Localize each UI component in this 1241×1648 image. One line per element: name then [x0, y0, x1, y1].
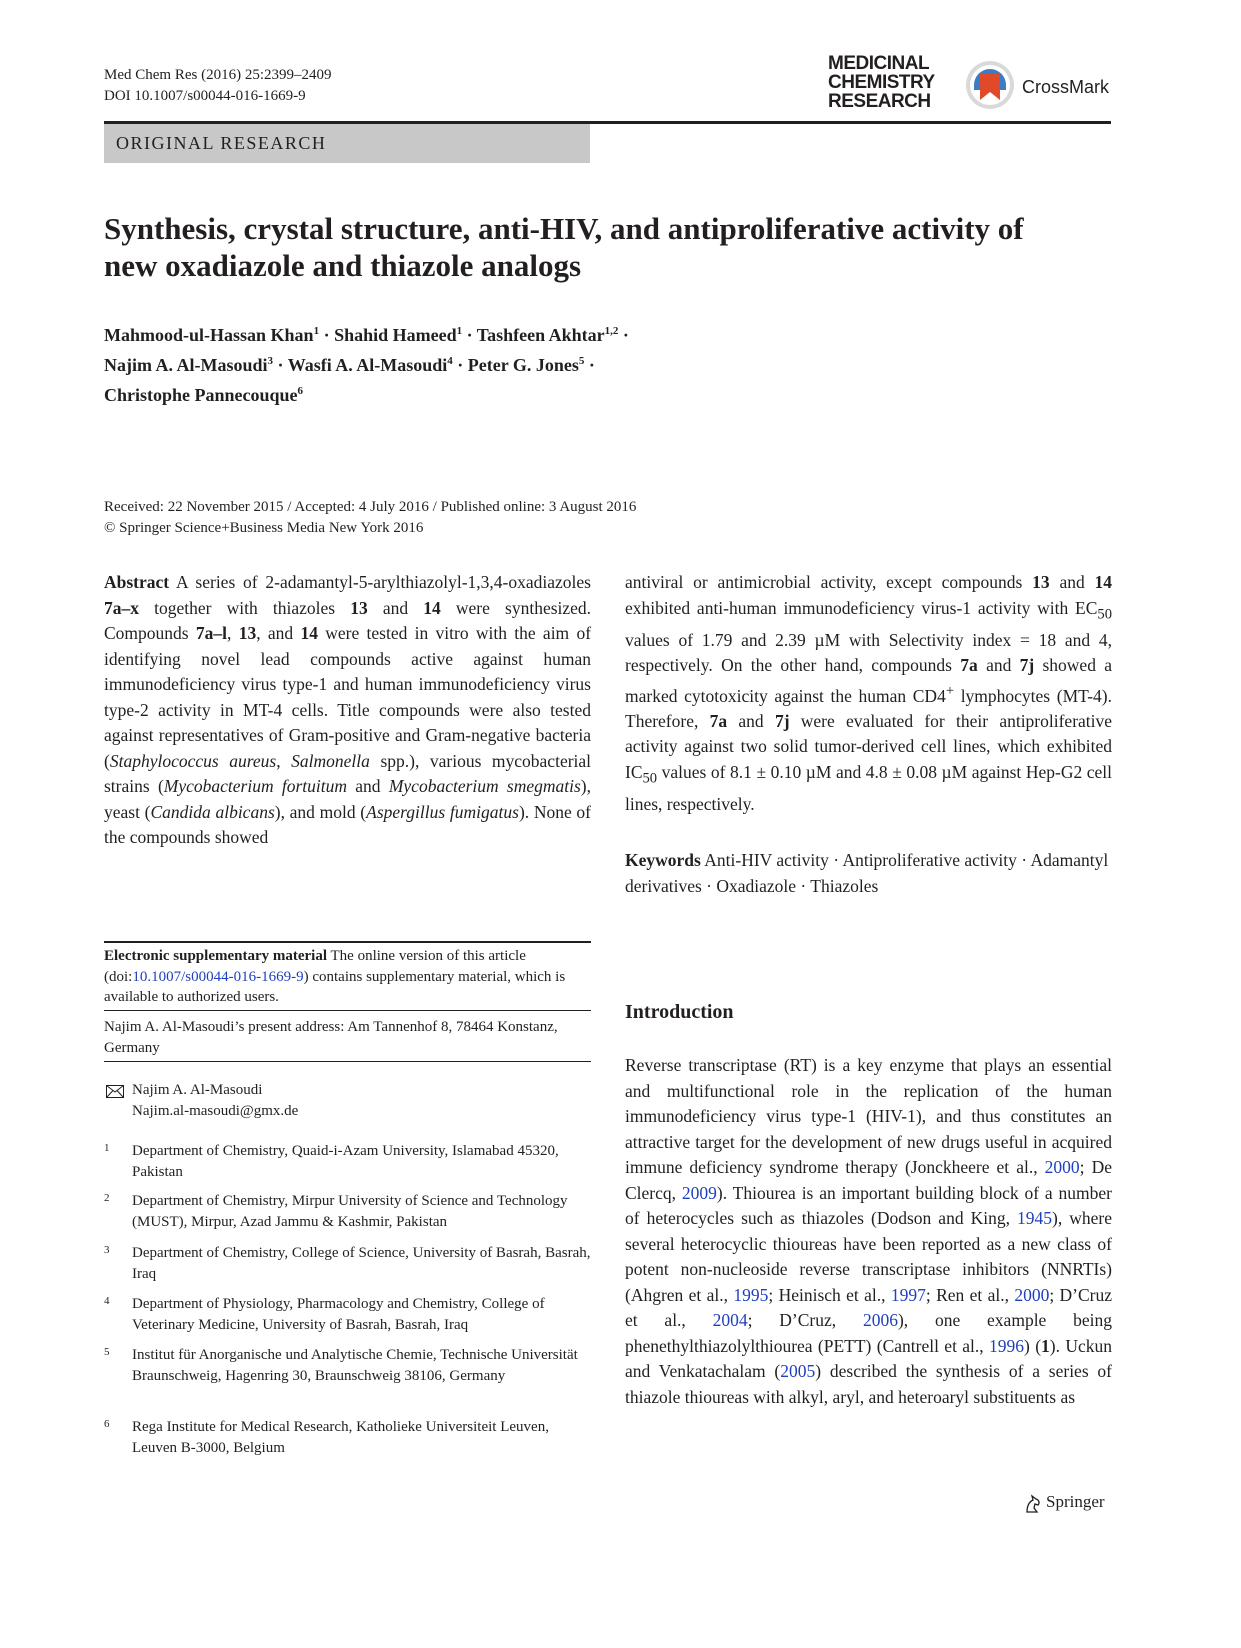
compound-label: 7j — [774, 710, 790, 731]
compound-label: 7j — [1019, 655, 1035, 675]
author-name[interactable]: Wasfi A. Al-Masoudi — [287, 355, 448, 375]
affiliation-text: Department of Chemistry, Mirpur University of Science and Technology (MUST), Mirpur, Azad Jammu & Kashmir, Pakistan — [132, 1193, 568, 1230]
abstract-text: ), and mold ( — [274, 801, 367, 822]
abstract-text: were evaluated for their antiproliferative activity against two solid tumor-derived cell lines, which exhibited IC — [625, 710, 1113, 782]
body-text: ). Thiourea is an important building block of a number of heterocycles such as thiazoles (Dodson and King, — [625, 1182, 1112, 1228]
species-name: Mycobacterium smegmatis — [388, 776, 581, 796]
body-text: ; D’Cruz, — [747, 1310, 837, 1330]
keywords-label: Keywords — [625, 850, 701, 870]
present-address: Najim A. Al-Masoudi’s present address: Am Tannenhof 8, 78464 Konstanz, Germany — [104, 1019, 558, 1056]
species-name: Staphylococcus aureus — [109, 750, 277, 771]
footnote-rule — [104, 1061, 591, 1062]
author-affiliation-number: 1 — [456, 325, 463, 337]
abstract-text: values of 1.79 and 2.39 µM with Selectivity index = 18 and 4, respectively. On the other hand, compounds — [625, 629, 1112, 675]
journal-logo — [828, 54, 935, 111]
citation-link[interactable]: 1996 — [989, 1335, 1025, 1356]
citation-link[interactable]: 2000 — [1014, 1284, 1050, 1305]
compound-label: 13 — [350, 597, 368, 618]
section-heading-introduction: Introduction — [625, 1001, 734, 1023]
publication-dates — [104, 497, 636, 539]
esm-text: ) contains supplementary material, which is available to authorized users. — [104, 968, 566, 1005]
logo-line-3: RESEARCH — [828, 91, 931, 112]
abstract-text: spp.), various mycobacterial strains ( — [104, 750, 592, 796]
compound-label: 13 — [1032, 572, 1050, 592]
footnote-rule — [104, 1010, 591, 1011]
author-name[interactable]: Shahid Hameed — [334, 325, 457, 345]
compound-label: 1 — [1041, 1335, 1050, 1356]
compound-label: 7a–x — [104, 597, 139, 618]
doi-link[interactable]: 10.1007/s00044-016-1669-9 — [132, 968, 304, 985]
body-text: ; Heinisch et al., — [768, 1284, 886, 1305]
subscript: 50 — [642, 770, 658, 787]
springer-horse-icon — [1024, 1494, 1042, 1514]
affiliation-text: Institut für Anorganische und Analytische Chemie, Technische Universität Braunschweig, Hagenring 30, Braunschweig 38106, Germany — [132, 1347, 578, 1384]
affiliation-number: 2 — [104, 1192, 110, 1204]
affiliation-text: Department of Physiology, Pharmacology and Chemistry, College of Veterinary Medicine, University of Basrah, Basrah, Iraq — [132, 1296, 545, 1333]
abstract-text: and — [1059, 572, 1085, 592]
abstract-text: values of 8.1 ± 0.10 µM and 4.8 ± 0.08 µM against Hep-G2 cell lines, respectively. — [625, 761, 1113, 814]
author-name[interactable]: Tashfeen Akhtar — [476, 325, 605, 345]
keywords-text: Anti-HIV activity · Antiproliferative activity · Adamantyl derivatives · Oxadiazole · Thiazoles — [625, 850, 1109, 896]
citation-link[interactable]: 1995 — [733, 1284, 769, 1305]
compound-label: 7a — [709, 710, 728, 731]
species-name: Salmonella — [291, 750, 370, 771]
body-text: Reverse transcriptase (RT) is a key enzyme that plays an essential and multifunctional role in the replication of the human immunodeficiency virus type-1 (HIV-1), and thus constitutes an attractive target for the development of new drugs useful in acquired immune deficiency syndrome therapy (Jonckheere et al., — [625, 1055, 1112, 1177]
title-line-1: Synthesis, crystal structure, anti-HIV, and antiproliferative activity of — [104, 211, 1024, 246]
species-name: Candida albicans — [150, 801, 275, 822]
abstract-text: and — [355, 776, 381, 796]
article-title — [104, 210, 1114, 284]
author-name[interactable]: Peter G. Jones — [467, 355, 579, 375]
abstract-text: were tested in vitro with the aim of identifying novel lead compounds active against human immunodeficiency virus type-1 and human immunodeficiency virus type-2 activity in MT-4 cells. Title compounds were also tested against representatives of Gram-positive and Gram-negative bacteria ( — [104, 623, 592, 771]
citation-link[interactable]: 2006 — [862, 1310, 898, 1330]
logo-line-2: CHEMISTRY — [828, 72, 935, 93]
history-dates: Received: 22 November 2015 / Accepted: 4 July 2016 / Published online: 3 August 2016 — [104, 499, 637, 515]
abstract-label: Abstract — [104, 572, 170, 592]
body-text: ) described the synthesis of a series of thiazole thioureas with alkyl, aryl, and heteroaryl substituents as — [625, 1361, 1113, 1407]
author-name[interactable]: Christophe Pannecouque — [104, 385, 298, 405]
author-affiliation-number: 3 — [267, 355, 274, 367]
affiliation-text: Department of Chemistry, College of Science, University of Basrah, Basrah, Iraq — [132, 1245, 591, 1282]
journal-doi: DOI 10.1007/s00044-016-1669-9 — [104, 88, 306, 104]
footnote-rule — [104, 941, 591, 943]
body-text: ), where several heterocyclic thioureas have been reported as a new class of potent non-nucleoside reverse transcriptase inhibitors (NNRTIs) (Ahgren et al., — [625, 1208, 1112, 1305]
logo-line-1: MEDICINAL — [828, 53, 930, 74]
body-text: ), one example being phenethylthiazolylthiourea (PETT) (Cantrell et al., — [625, 1310, 1112, 1356]
abstract-text: showed a marked cytotoxicity against the human CD4 — [625, 655, 1112, 706]
subscript: 50 — [1097, 606, 1112, 622]
abstract-text: A series of 2-adamantyl-5-arylthiazolyl-1,3,4-oxadiazoles — [175, 572, 591, 592]
compound-label: 7a–l — [195, 623, 228, 643]
abstract-text: and — [382, 597, 409, 618]
author-name[interactable]: Najim A. Al-Masoudi — [104, 355, 268, 375]
esm-note — [104, 946, 591, 1008]
esm-text: The online version of this article (doi: — [104, 948, 526, 985]
corresponding-name: Najim A. Al-Masoudi — [132, 1082, 263, 1098]
abstract-text: were synthesized. Compounds — [104, 597, 592, 643]
affiliation-number: 3 — [104, 1244, 110, 1256]
body-text: ; De Clercq, — [625, 1157, 1112, 1203]
compound-label: 14 — [300, 623, 318, 643]
author-affiliation-number: 4 — [447, 355, 453, 367]
compound-label: 14 — [1094, 572, 1113, 592]
body-text: ) ( — [1024, 1335, 1042, 1356]
envelope-icon — [106, 1085, 124, 1098]
affiliation-number: 6 — [104, 1418, 110, 1430]
abstract-text: ), yeast ( — [104, 776, 591, 822]
abstract-text: , — [276, 750, 281, 771]
citation-link[interactable]: 2009 — [681, 1182, 717, 1203]
citation-link[interactable]: 1997 — [890, 1284, 926, 1305]
abstract-text: , — [227, 623, 232, 643]
author-affiliation-number: 5 — [578, 355, 585, 367]
title-line-2: new oxadiazole and thiazole analogs — [104, 248, 582, 283]
citation-link[interactable]: 2004 — [712, 1310, 748, 1330]
corresponding-author — [132, 1080, 582, 1121]
introduction-text — [625, 1053, 1112, 1410]
superscript: + — [945, 682, 955, 699]
abstract-text: ). None of the compounds showed — [104, 801, 592, 847]
abstract-text: and — [986, 655, 1012, 675]
citation-link[interactable]: 1945 — [1017, 1208, 1053, 1228]
compound-label: 13 — [238, 623, 257, 643]
affiliation-number: 5 — [104, 1346, 110, 1358]
crossmark-label[interactable]: CrossMark — [1022, 77, 1110, 97]
affiliation-number: 1 — [104, 1142, 110, 1154]
abstract-left-column — [104, 570, 591, 851]
author-name[interactable]: Mahmood-ul-Hassan Khan — [104, 325, 314, 345]
affiliation-text: Department of Chemistry, Quaid-i-Azam University, Islamabad 45320, Pakistan — [132, 1143, 559, 1180]
abstract-text: lymphocytes (MT-4). Therefore, — [625, 685, 1112, 731]
journal-reference — [104, 65, 331, 107]
compound-label: 7a — [960, 655, 978, 675]
article-type-tag: ORIGINAL RESEARCH — [104, 124, 590, 163]
species-name: Mycobacterium fortuitum — [163, 776, 348, 796]
citation-link[interactable]: 2000 — [1044, 1157, 1080, 1177]
abstract-right-column — [625, 570, 1112, 817]
author-list: Mahmood-ul-Hassan Khan$^1$ · Shahid Hameed$^1$ · Tashfeen Akhtar$^{1,2}$ · Najim A. Al-Masoudi$^3$ · Wasfi A. Al-Masoudi$^4$ · Peter G. Jones$^5$ · Christophe Pannecouque$^6$ — [104, 325, 629, 405]
keywords — [625, 848, 1112, 899]
copyright-line: © Springer Science+Business Media New York 2016 — [104, 520, 424, 536]
corresponding-email[interactable]: Najim.al-masoudi@gmx.de — [132, 1102, 299, 1119]
abstract-text: , and — [256, 623, 294, 643]
abstract-text: and — [738, 710, 764, 731]
body-text: ). Uckun and Venkatachalam ( — [625, 1335, 1113, 1381]
citation-link[interactable]: 2005 — [780, 1361, 816, 1381]
body-text: ; Ren et al., — [925, 1284, 1009, 1305]
author-affiliation-number: 1,2 — [604, 325, 619, 337]
journal-citation: Med Chem Res (2016) 25:2399–2409 — [104, 67, 332, 83]
species-name: Aspergillus fumigatus — [366, 801, 519, 822]
author-affiliation-number: 1 — [313, 325, 320, 337]
esm-label: Electronic supplementary material — [104, 948, 328, 964]
compound-label: 14 — [423, 597, 441, 618]
author-affiliation-number: 6 — [297, 385, 304, 397]
affiliation-text: Rega Institute for Medical Research, Katholieke Universiteit Leuven, Leuven B-3000, Belgium — [132, 1419, 549, 1456]
publisher-name: Springer — [1046, 1492, 1105, 1511]
abstract-text: together with thiazoles — [154, 597, 336, 618]
abstract-text: exhibited anti-human immunodeficiency virus-1 activity with EC — [625, 597, 1098, 618]
body-text: ; D’Cruz et al., — [625, 1284, 1113, 1330]
affiliation-number: 4 — [104, 1295, 110, 1307]
abstract-text: antiviral or antimicrobial activity, except compounds — [625, 572, 1023, 592]
crossmark-icon[interactable] — [965, 60, 1015, 110]
